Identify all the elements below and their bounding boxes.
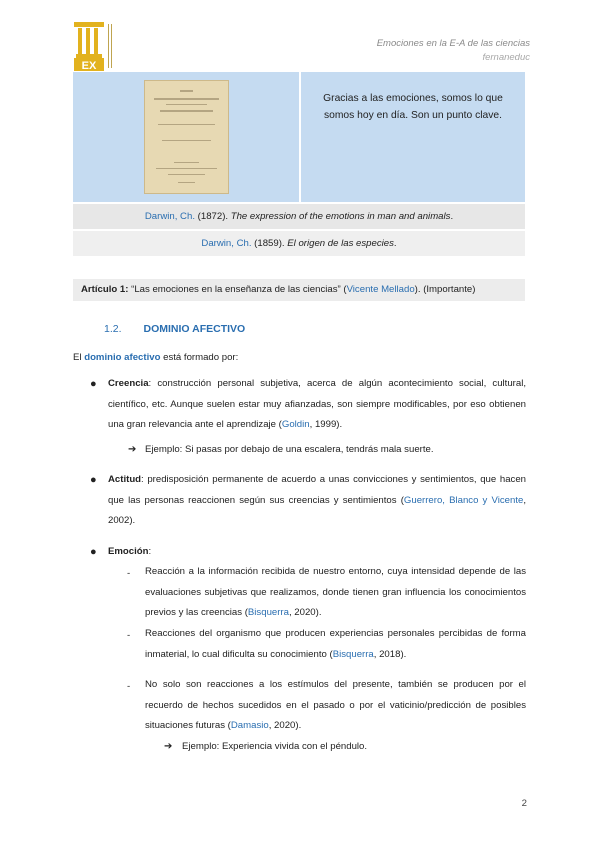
dash-marker: - (127, 681, 131, 692)
bullet-icon: ● (90, 378, 97, 390)
arrow-right-icon: ➔ (164, 741, 173, 752)
creencia-paragraph: Creencia: construcción personal subjetiva, acerca de algún acontecimiento social, cultural, científico, etc. Aunque suelen estar muy afianzadas, son siempre modificables, por eso obtienen una gran relevancia ante el aprendizaje (Goldin, 1999). (108, 378, 526, 430)
article-box: Artículo 1: “Las emociones en la enseñanza de las ciencias” (Vicente Mellado). (Importante) (73, 279, 525, 301)
reference-author-link[interactable]: Darwin, Ch. (201, 238, 252, 249)
citation-link[interactable]: Bisquerra (332, 648, 374, 660)
book-cover-image (144, 80, 229, 194)
university-logo (72, 20, 118, 72)
article-label: Artículo 1: (81, 284, 129, 295)
bullet-icon: ● (90, 546, 97, 558)
arrow-right-icon: ➔ (128, 444, 137, 455)
page-number: 2 (521, 798, 527, 809)
header-author: fernaneduc (482, 52, 530, 63)
bullet-icon: ● (90, 474, 97, 486)
dash-marker: - (127, 630, 131, 641)
dash-marker: - (127, 568, 131, 579)
section-title: DOMINIO AFECTIVO (143, 323, 246, 335)
emocion-example: Ejemplo: Experiencia vivida con el péndulo. (182, 741, 368, 752)
intro-paragraph: El dominio afectivo está formado por: (73, 352, 239, 363)
actitud-label: Actitud (108, 474, 142, 485)
reference-title: The expression of the emotions in man and animals (230, 211, 451, 222)
emocion-label: Emoción (108, 546, 149, 557)
reference-author-link[interactable]: Darwin, Ch. (144, 211, 195, 222)
book-cover-cell (73, 72, 301, 202)
dominio-afectivo-term: dominio afectivo (84, 352, 161, 363)
section-heading (104, 323, 245, 335)
citation-link[interactable]: Goldin (281, 419, 310, 430)
emocion-item: Reacciones del organismo que producen experiencias personales percibidas de forma inmaterial, lo cual dificulta su conocimiento (Bisquerra, 2018). (145, 628, 526, 660)
emocion-item: No solo son reacciones a los estímulos del presente, también se producen por el recuerdo de hechos sucedidos en el pasado o por el vaticinio/predicción de posibles situaciones futuras (Damasio, 2020). (145, 679, 526, 731)
citation-link[interactable]: Bisquerra (247, 607, 289, 618)
quote-cell: Gracias a las emociones, somos lo que somos hoy en día. Son un punto clave. (301, 72, 525, 202)
emocion-item: Reacción a la información recibida de nuestro entorno, cuya intensidad depende de las evaluaciones subjetivas que realizamos, donde tienen gran influencia los conocimientos previos y las creencias (Bisquerra, 2020). (145, 566, 526, 618)
reference-row: Darwin, Ch. (1872). The expression of the emotions in man and animals. (73, 202, 525, 229)
section-number: 1.2. (104, 323, 122, 335)
citation-link[interactable]: Guerrero, Blanco y Vicente (403, 494, 524, 506)
citation-link[interactable]: Damasio (230, 720, 269, 731)
reference-row: Darwin, Ch. (1859). El origen de las especies. (73, 229, 525, 256)
svg-text:EX: EX (81, 60, 97, 72)
emocion-heading: Emoción: (108, 546, 152, 557)
reference-table (73, 72, 525, 256)
actitud-paragraph: Actitud: predisposición permanente de acuerdo a unas convicciones y sentimientos, que hacen que las personas reaccionen según sus creencias y sentimientos (Guerrero, Blanco y Vicente, 2002). (108, 474, 526, 526)
creencia-example: Ejemplo: Si pasas por debajo de una escalera, tendrás mala suerte. (145, 444, 434, 455)
article-author-link[interactable]: Vicente Mellado (346, 284, 415, 295)
creencia-label: Creencia (108, 378, 149, 389)
header-title: Emociones en la E-A de las ciencias (376, 38, 530, 49)
reference-title: El origen de las especies (287, 238, 394, 249)
